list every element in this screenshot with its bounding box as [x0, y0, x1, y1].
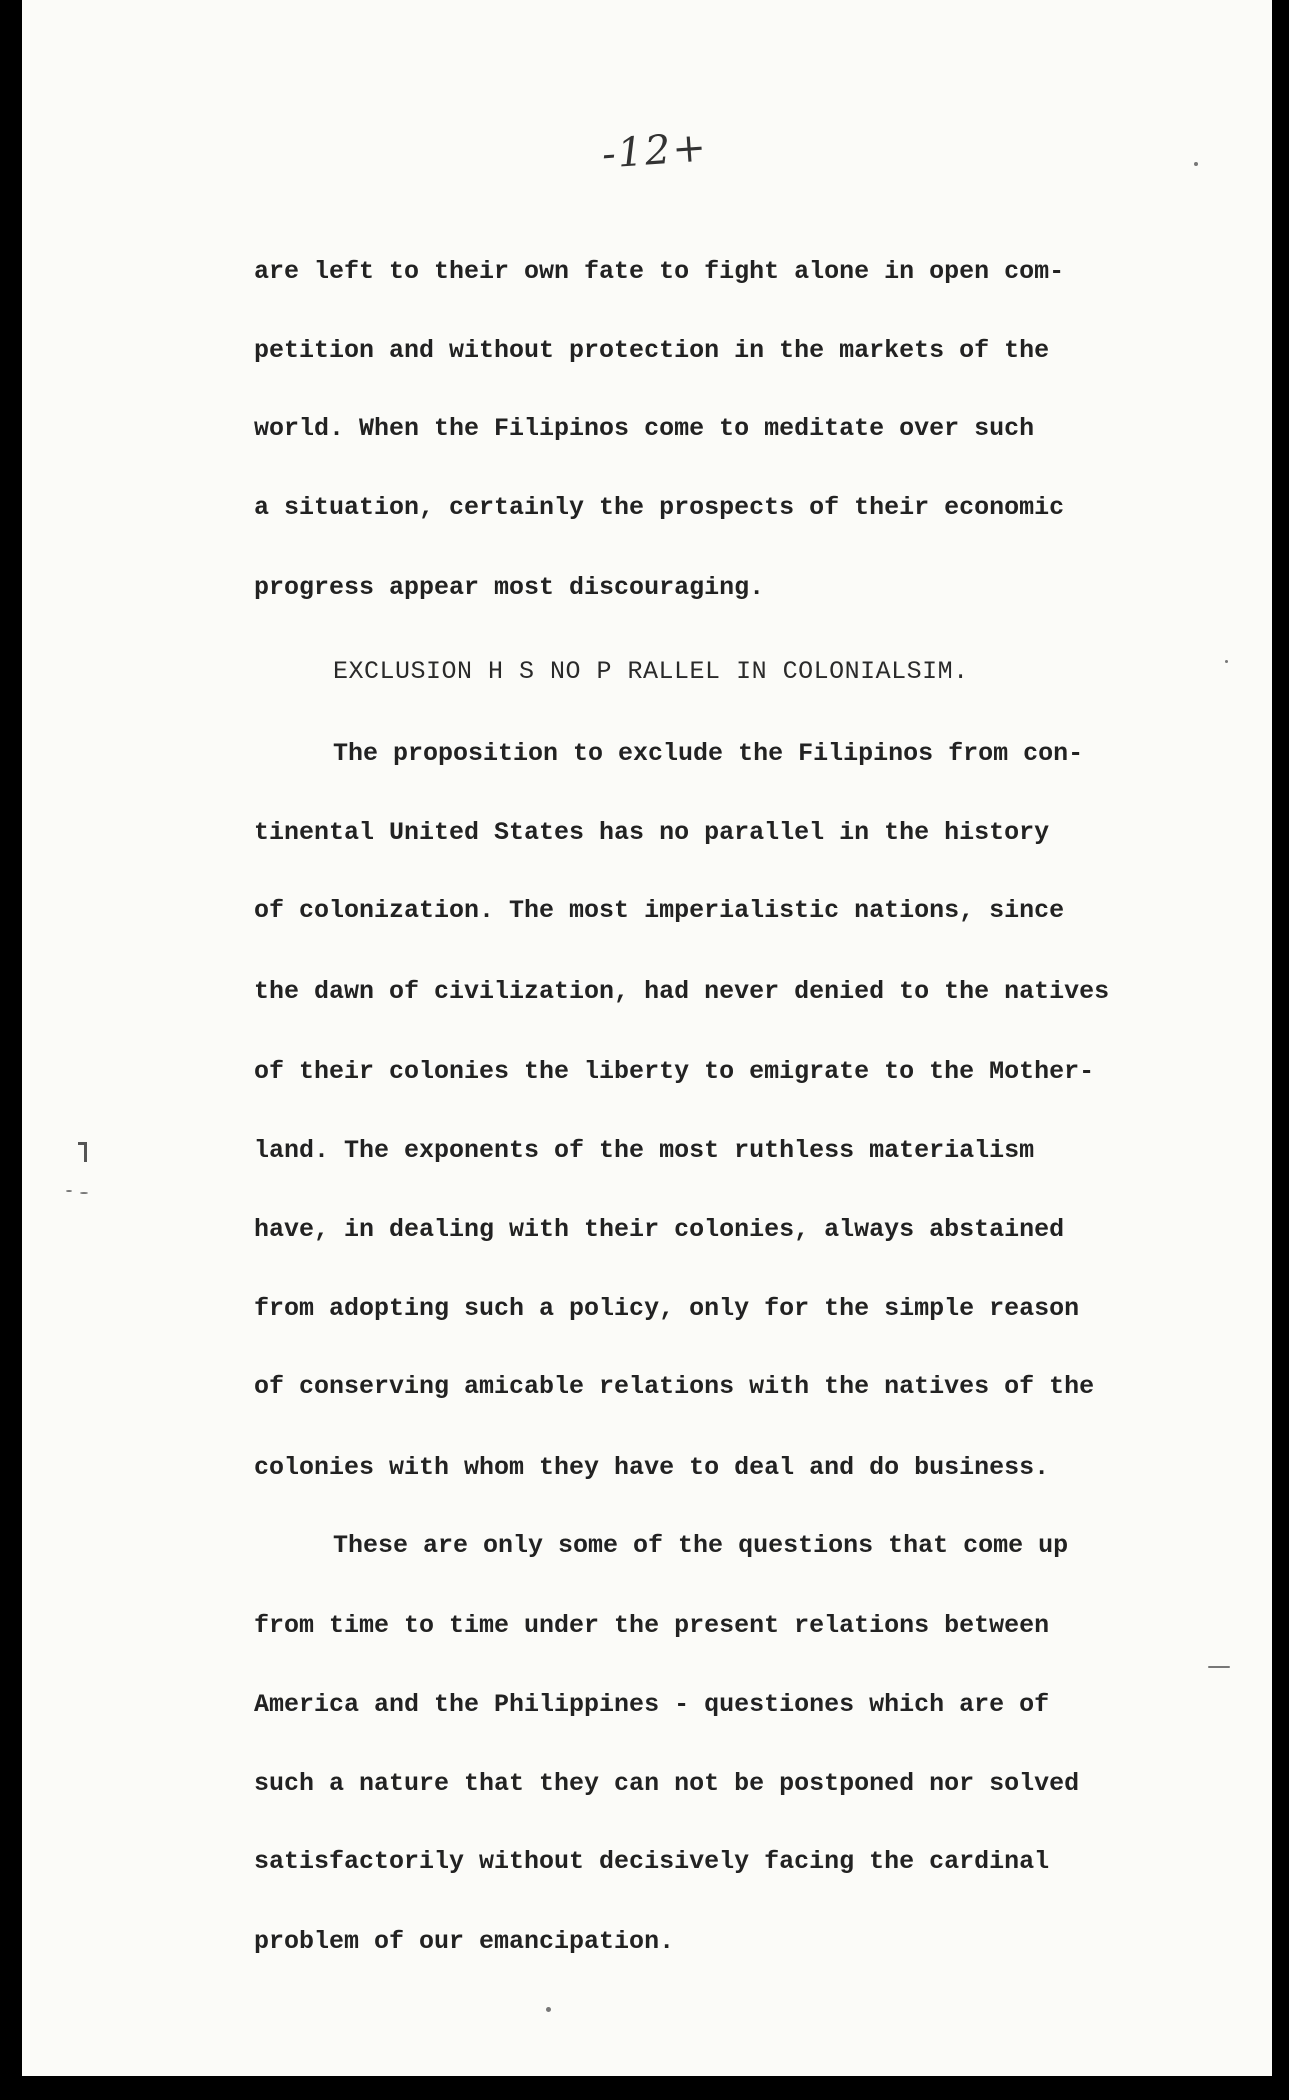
text-line-16: colonies with whom they have to deal and do business.	[254, 1453, 1050, 1482]
text-line-1: are left to their own fate to fight alone in open com-	[254, 257, 1065, 286]
text-line-12: land. The exponents of the most ruthless materialism	[254, 1136, 1035, 1165]
section-heading: EXCLUSION H S NO P RALLEL IN COLONIALSIM.	[333, 657, 969, 686]
text-line-20: such a nature that they can not be postponed nor solved	[254, 1769, 1080, 1798]
scan-speck	[1208, 1666, 1230, 1668]
text-line-21: satisfactorily without decisively facing the cardinal	[254, 1847, 1050, 1876]
text-line-14: from adopting such a policy, only for the simple reason	[254, 1294, 1080, 1323]
text-line-11: of their colonies the liberty to emigrate to the Mother-	[254, 1057, 1095, 1086]
text-line-9: of colonization. The most imperialistic nations, since	[254, 896, 1065, 925]
paper-sheet	[22, 0, 1272, 2076]
text-line-13: have, in dealing with their colonies, always abstained	[254, 1215, 1065, 1244]
scan-speck	[66, 1190, 72, 1192]
text-line-22: problem of our emancipation.	[254, 1927, 675, 1956]
margin-mark-tick	[78, 1142, 87, 1145]
text-line-7: The proposition to exclude the Filipinos from con-	[333, 739, 1084, 768]
margin-mark	[84, 1142, 87, 1162]
text-line-15: of conserving amicable relations with the natives of the	[254, 1372, 1095, 1401]
page-number: -12+	[600, 124, 710, 178]
text-line-4: a situation, certainly the prospects of their economic	[254, 493, 1065, 522]
text-line-18: from time to time under the present relations between	[254, 1611, 1050, 1640]
text-line-17: These are only some of the questions that come up	[333, 1531, 1069, 1560]
scan-speck	[80, 1192, 88, 1194]
text-line-19: America and the Philippines - questiones which are of	[254, 1690, 1050, 1719]
scan-speck	[1225, 660, 1228, 663]
scan-speck	[1194, 162, 1198, 166]
scan-bottom-border	[0, 2076, 1289, 2100]
text-line-8: tinental United States has no parallel in the history	[254, 818, 1050, 847]
text-line-3: world. When the Filipinos come to meditate over such	[254, 414, 1035, 443]
text-line-10: the dawn of civilization, had never denied to the natives	[254, 977, 1110, 1006]
scan-speck	[546, 2007, 551, 2012]
text-line-2: petition and without protection in the markets of the	[254, 336, 1050, 365]
text-line-5: progress appear most discouraging.	[254, 573, 765, 602]
